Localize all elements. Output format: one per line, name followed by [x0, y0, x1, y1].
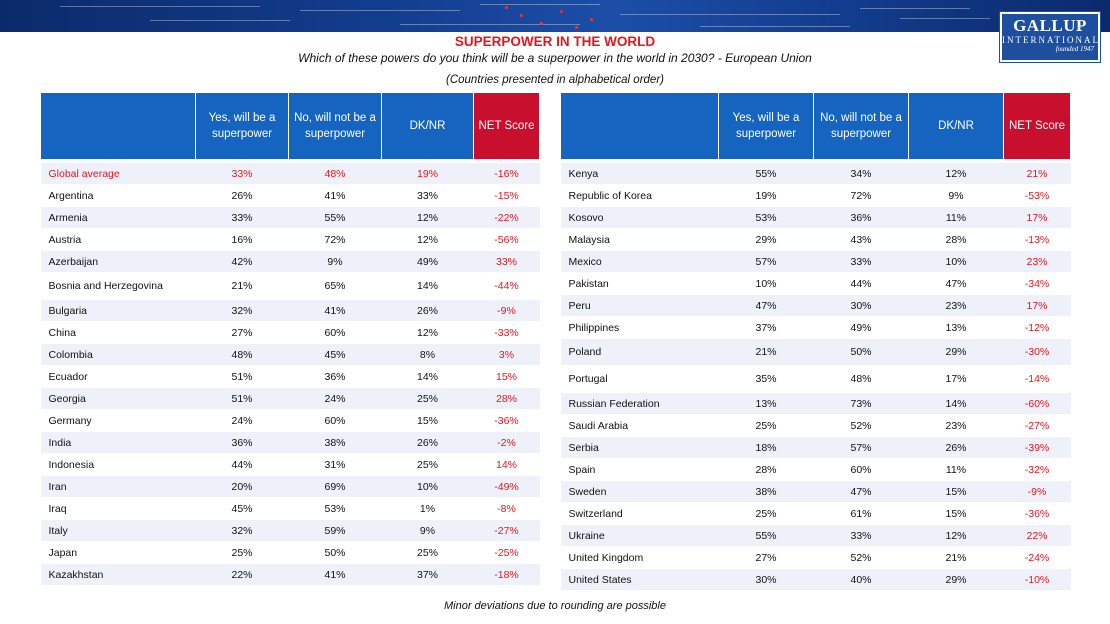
cell-dk: 47%: [909, 273, 1004, 295]
header-banner: [0, 0, 1110, 32]
cell-net: -53%: [1004, 185, 1071, 207]
table-row: [561, 415, 1071, 437]
cell-yes: 42%: [196, 251, 289, 273]
cell-net: -15%: [474, 185, 540, 207]
cell-country: Azerbaijan: [41, 251, 196, 273]
cell-yes: 33%: [196, 161, 289, 185]
cell-net: -34%: [1004, 273, 1071, 295]
cell-no: 33%: [814, 251, 909, 273]
table-row: [561, 547, 1071, 569]
table-row: [561, 161, 1071, 185]
cell-country: Bulgaria: [41, 300, 196, 322]
cell-dk: 10%: [382, 476, 474, 498]
cell-net: 17%: [1004, 207, 1071, 229]
table-row: [561, 393, 1071, 415]
cell-no: 60%: [814, 459, 909, 481]
cell-net: -8%: [474, 498, 540, 520]
cell-net: -60%: [1004, 393, 1071, 415]
cell-country: Philippines: [561, 317, 719, 339]
table-row: [41, 498, 540, 520]
cell-no: 31%: [289, 454, 382, 476]
col-header-net: NET Score: [1004, 93, 1071, 162]
table-row: [41, 185, 540, 207]
cell-net: -9%: [474, 300, 540, 322]
cell-dk: 19%: [382, 161, 474, 185]
cell-net: -14%: [1004, 366, 1071, 393]
cell-yes: 24%: [196, 410, 289, 432]
cell-country: Sweden: [561, 481, 719, 503]
rounding-footnote: Minor deviations due to rounding are possible: [444, 600, 666, 612]
cell-net: 23%: [1004, 251, 1071, 273]
cell-dk: 17%: [909, 366, 1004, 393]
cell-yes: 57%: [719, 251, 814, 273]
cell-yes: 55%: [719, 161, 814, 185]
cell-yes: 25%: [196, 542, 289, 564]
cell-country: Mexico: [561, 251, 719, 273]
cell-net: -22%: [474, 207, 540, 229]
cell-country: United States: [561, 569, 719, 591]
cell-country: Malaysia: [561, 229, 719, 251]
cell-net: -36%: [474, 410, 540, 432]
cell-net: 21%: [1004, 161, 1071, 185]
col-header-dk: DK/NR: [909, 93, 1004, 162]
cell-country: Kazakhstan: [41, 564, 196, 586]
cell-no: 9%: [289, 251, 382, 273]
cell-dk: 9%: [909, 185, 1004, 207]
cell-dk: 12%: [382, 229, 474, 251]
cell-net: -27%: [474, 520, 540, 542]
cell-yes: 55%: [719, 525, 814, 547]
cell-no: 72%: [814, 185, 909, 207]
col-header-no: No, will not be a superpower: [814, 93, 909, 162]
cell-dk: 13%: [909, 317, 1004, 339]
cell-net: 28%: [474, 388, 540, 410]
table-row: [561, 317, 1071, 339]
cell-net: -25%: [474, 542, 540, 564]
cell-net: 3%: [474, 344, 540, 366]
cell-no: 65%: [289, 273, 382, 300]
cell-dk: 10%: [909, 251, 1004, 273]
cell-no: 50%: [814, 339, 909, 366]
cell-country: Peru: [561, 295, 719, 317]
cell-net: -13%: [1004, 229, 1071, 251]
cell-country: Armenia: [41, 207, 196, 229]
cell-no: 50%: [289, 542, 382, 564]
cell-dk: 9%: [382, 520, 474, 542]
cell-yes: 51%: [196, 388, 289, 410]
cell-net: 22%: [1004, 525, 1071, 547]
cell-net: -16%: [474, 161, 540, 185]
cell-country: India: [41, 432, 196, 454]
table-row: [561, 207, 1071, 229]
cell-dk: 25%: [382, 388, 474, 410]
cell-country: Spain: [561, 459, 719, 481]
cell-country: Global average: [41, 161, 196, 185]
cell-yes: 26%: [196, 185, 289, 207]
cell-yes: 32%: [196, 300, 289, 322]
cell-dk: 26%: [909, 437, 1004, 459]
table-row: [41, 366, 540, 388]
cell-net: 33%: [474, 251, 540, 273]
cell-net: -39%: [1004, 437, 1071, 459]
table-row: [41, 520, 540, 542]
cell-net: -2%: [474, 432, 540, 454]
table-row: [561, 185, 1071, 207]
col-header-no: No, will not be a superpower: [289, 93, 382, 162]
cell-country: Pakistan: [561, 273, 719, 295]
table-row: [561, 366, 1071, 393]
cell-country: Japan: [41, 542, 196, 564]
cell-net: -27%: [1004, 415, 1071, 437]
table-row: [41, 542, 540, 564]
table-row: [561, 339, 1071, 366]
cell-net: -18%: [474, 564, 540, 586]
cell-country: Georgia: [41, 388, 196, 410]
cell-country: Saudi Arabia: [561, 415, 719, 437]
cell-dk: 25%: [382, 454, 474, 476]
cell-no: 49%: [814, 317, 909, 339]
cell-no: 61%: [814, 503, 909, 525]
page-title: SUPERPOWER IN THE WORLD: [454, 34, 656, 49]
cell-yes: 27%: [719, 547, 814, 569]
col-header-net: NET Score: [474, 93, 540, 162]
results-table-right: [560, 92, 1071, 590]
cell-dk: 11%: [909, 459, 1004, 481]
table-row: [41, 476, 540, 498]
cell-yes: 16%: [196, 229, 289, 251]
cell-net: -24%: [1004, 547, 1071, 569]
table-row: [561, 273, 1071, 295]
cell-yes: 25%: [719, 503, 814, 525]
cell-dk: 14%: [382, 366, 474, 388]
cell-yes: 38%: [719, 481, 814, 503]
cell-no: 47%: [814, 481, 909, 503]
cell-no: 57%: [814, 437, 909, 459]
cell-net: -49%: [474, 476, 540, 498]
table-row: [41, 410, 540, 432]
cell-country: Ukraine: [561, 525, 719, 547]
cell-country: Iraq: [41, 498, 196, 520]
cell-net: -9%: [1004, 481, 1071, 503]
cell-net: 17%: [1004, 295, 1071, 317]
cell-net: 15%: [474, 366, 540, 388]
cell-dk: 1%: [382, 498, 474, 520]
cell-country: Argentina: [41, 185, 196, 207]
table-row: [561, 251, 1071, 273]
cell-no: 60%: [289, 410, 382, 432]
cell-country: Austria: [41, 229, 196, 251]
col-header-yes: Yes, will be a superpower: [196, 93, 289, 162]
cell-yes: 19%: [719, 185, 814, 207]
cell-no: 48%: [289, 161, 382, 185]
cell-no: 36%: [289, 366, 382, 388]
cell-dk: 23%: [909, 295, 1004, 317]
col-header-dk: DK/NR: [382, 93, 474, 162]
table-row: [41, 207, 540, 229]
cell-no: 41%: [289, 564, 382, 586]
cell-dk: 12%: [382, 322, 474, 344]
cell-yes: 36%: [196, 432, 289, 454]
cell-net: -56%: [474, 229, 540, 251]
table-row: [41, 388, 540, 410]
cell-country: Poland: [561, 339, 719, 366]
order-note: (Countries presented in alphabetical order): [446, 74, 664, 86]
table-row: [561, 295, 1071, 317]
cell-no: 69%: [289, 476, 382, 498]
table-row: [561, 569, 1071, 591]
cell-dk: 29%: [909, 339, 1004, 366]
cell-country: Bosnia and Herzegovina: [41, 273, 196, 300]
table-row: [41, 322, 540, 344]
cell-dk: 11%: [909, 207, 1004, 229]
table-row: [561, 525, 1071, 547]
cell-dk: 26%: [382, 432, 474, 454]
cell-country: Switzerland: [561, 503, 719, 525]
cell-net: -30%: [1004, 339, 1071, 366]
cell-no: 52%: [814, 415, 909, 437]
cell-dk: 28%: [909, 229, 1004, 251]
cell-dk: 25%: [382, 542, 474, 564]
cell-no: 33%: [814, 525, 909, 547]
cell-dk: 8%: [382, 344, 474, 366]
table-row: [41, 229, 540, 251]
cell-no: 60%: [289, 322, 382, 344]
cell-yes: 27%: [196, 322, 289, 344]
table-header-row: [41, 93, 540, 162]
cell-no: 41%: [289, 185, 382, 207]
cell-net: -36%: [1004, 503, 1071, 525]
cell-no: 43%: [814, 229, 909, 251]
table-row: [41, 300, 540, 322]
cell-country: Iran: [41, 476, 196, 498]
page-subtitle: Which of these powers do you think will be a superpower in the world in 2030? - European Union: [298, 51, 812, 65]
cell-yes: 47%: [719, 295, 814, 317]
cell-yes: 37%: [719, 317, 814, 339]
cell-net: -32%: [1004, 459, 1071, 481]
cell-country: China: [41, 322, 196, 344]
col-header-country: [41, 93, 196, 162]
table-row: [41, 251, 540, 273]
cell-net: -10%: [1004, 569, 1071, 591]
cell-yes: 21%: [719, 339, 814, 366]
cell-no: 24%: [289, 388, 382, 410]
cell-country: Colombia: [41, 344, 196, 366]
cell-yes: 44%: [196, 454, 289, 476]
cell-no: 59%: [289, 520, 382, 542]
cell-yes: 21%: [196, 273, 289, 300]
table-row: [561, 437, 1071, 459]
table-row: [41, 273, 540, 300]
table-row: [561, 229, 1071, 251]
cell-yes: 13%: [719, 393, 814, 415]
cell-no: 48%: [814, 366, 909, 393]
cell-dk: 49%: [382, 251, 474, 273]
logo-sub: INTERNATIONAL: [1002, 35, 1100, 45]
cell-net: -33%: [474, 322, 540, 344]
cell-net: 14%: [474, 454, 540, 476]
cell-dk: 23%: [909, 415, 1004, 437]
cell-country: United Kingdom: [561, 547, 719, 569]
cell-yes: 25%: [719, 415, 814, 437]
cell-yes: 22%: [196, 564, 289, 586]
cell-no: 52%: [814, 547, 909, 569]
cell-no: 41%: [289, 300, 382, 322]
col-header-country: [561, 93, 719, 162]
cell-yes: 29%: [719, 229, 814, 251]
cell-dk: 26%: [382, 300, 474, 322]
table-row: [41, 564, 540, 586]
cell-yes: 18%: [719, 437, 814, 459]
cell-country: Portugal: [561, 366, 719, 393]
results-table-left: [40, 92, 540, 585]
cell-country: Republic of Korea: [561, 185, 719, 207]
cell-dk: 14%: [382, 273, 474, 300]
cell-dk: 12%: [909, 161, 1004, 185]
cell-no: 30%: [814, 295, 909, 317]
cell-no: 55%: [289, 207, 382, 229]
cell-no: 40%: [814, 569, 909, 591]
table-row: [41, 432, 540, 454]
cell-no: 73%: [814, 393, 909, 415]
cell-yes: 10%: [719, 273, 814, 295]
cell-yes: 32%: [196, 520, 289, 542]
cell-yes: 35%: [719, 366, 814, 393]
cell-country: Indonesia: [41, 454, 196, 476]
cell-country: Italy: [41, 520, 196, 542]
cell-no: 36%: [814, 207, 909, 229]
cell-yes: 20%: [196, 476, 289, 498]
cell-country: Germany: [41, 410, 196, 432]
cell-country: Serbia: [561, 437, 719, 459]
table-row: [561, 459, 1071, 481]
cell-yes: 53%: [719, 207, 814, 229]
cell-country: Kosovo: [561, 207, 719, 229]
cell-no: 38%: [289, 432, 382, 454]
table-row: [561, 481, 1071, 503]
cell-country: Kenya: [561, 161, 719, 185]
cell-yes: 28%: [719, 459, 814, 481]
table-header-row: [561, 93, 1071, 162]
cell-no: 44%: [814, 273, 909, 295]
table-row: [41, 454, 540, 476]
cell-dk: 37%: [382, 564, 474, 586]
logo-name: GALLUP: [1013, 16, 1087, 35]
cell-yes: 30%: [719, 569, 814, 591]
cell-dk: 15%: [909, 481, 1004, 503]
cell-dk: 12%: [382, 207, 474, 229]
table-row: [561, 503, 1071, 525]
col-header-yes: Yes, will be a superpower: [719, 93, 814, 162]
table-row: [41, 344, 540, 366]
cell-no: 53%: [289, 498, 382, 520]
cell-net: -12%: [1004, 317, 1071, 339]
cell-yes: 51%: [196, 366, 289, 388]
table-row: [41, 161, 540, 185]
cell-country: Russian Federation: [561, 393, 719, 415]
cell-dk: 14%: [909, 393, 1004, 415]
cell-dk: 15%: [382, 410, 474, 432]
cell-yes: 33%: [196, 207, 289, 229]
cell-yes: 45%: [196, 498, 289, 520]
cell-dk: 15%: [909, 503, 1004, 525]
cell-dk: 29%: [909, 569, 1004, 591]
cell-dk: 12%: [909, 525, 1004, 547]
cell-no: 72%: [289, 229, 382, 251]
cell-dk: 33%: [382, 185, 474, 207]
cell-country: Ecuador: [41, 366, 196, 388]
cell-no: 34%: [814, 161, 909, 185]
cell-net: -44%: [474, 273, 540, 300]
cell-yes: 48%: [196, 344, 289, 366]
cell-dk: 21%: [909, 547, 1004, 569]
cell-no: 45%: [289, 344, 382, 366]
logo-founded: founded 1947: [1055, 45, 1094, 53]
